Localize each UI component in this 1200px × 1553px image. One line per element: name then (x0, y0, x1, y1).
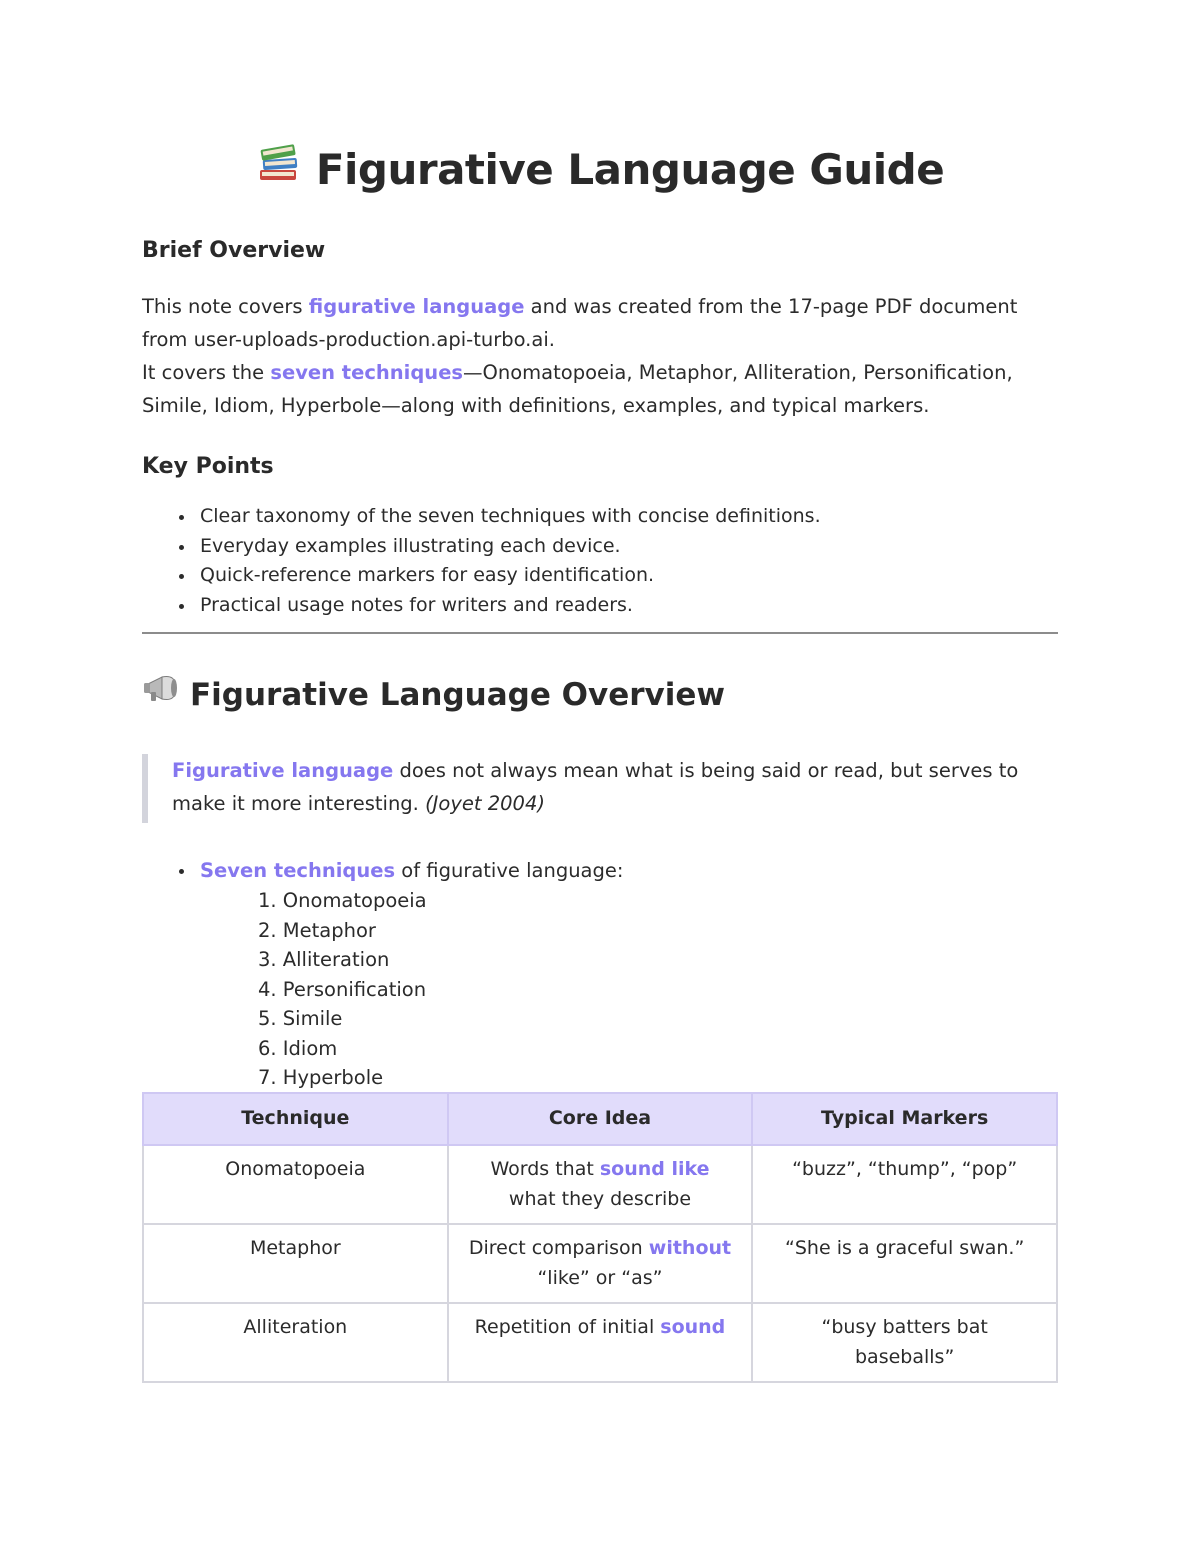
overview-section-heading (142, 670, 725, 723)
bullet-text: of figurative language: (395, 859, 624, 882)
list-item: 1. Onomatopoeia (258, 889, 427, 912)
megaphone-icon (142, 668, 182, 721)
table-row (143, 1224, 1057, 1303)
list-item: 6. Idiom (258, 1036, 338, 1060)
column-header-technique: Technique (143, 1093, 448, 1145)
core-idea-cell (448, 1145, 753, 1224)
cell-text: Repetition of initial (474, 1316, 661, 1338)
core-idea-cell (448, 1303, 753, 1382)
section-divider (142, 632, 1058, 634)
markers-cell: “She is a graceful swan.” (752, 1224, 1057, 1303)
list-item: Quick-reference markers for easy identification. (200, 561, 821, 591)
list-item: 5. Simile (258, 1007, 343, 1030)
overview-section-title: Figurative Language Overview (190, 677, 726, 713)
overview-text: —Onomatopoeia, Metaphor, Alliteration, Personification, Simile, Idiom, Hyperbole—along with definitions, examples, and typical markers. (142, 361, 1013, 417)
highlight-term: Seven techniques (200, 859, 396, 882)
highlight-term: sound (660, 1316, 726, 1338)
techniques-list (258, 886, 427, 1093)
page-title-text: Figurative Language Guide (315, 145, 945, 194)
key-points-list (142, 502, 821, 620)
table-row (143, 1145, 1057, 1224)
brief-overview-heading: Brief Overview (142, 238, 326, 263)
quote-text: does not always mean what is being said or read, but serves to make it more interesting. (172, 759, 1019, 815)
techniques-table (142, 1092, 1058, 1383)
highlight-term: sound like (599, 1158, 710, 1180)
key-points-heading: Key Points (142, 454, 274, 479)
table-header-row (143, 1093, 1057, 1145)
page-title (142, 140, 1058, 204)
list-item: Everyday examples illustrating each device. (200, 532, 821, 562)
overview-paragraph (142, 290, 1058, 422)
highlight-term: seven techniques (270, 361, 464, 384)
list-item: 2. Metaphor (258, 918, 376, 942)
cell-text: Words that (490, 1158, 600, 1180)
overview-text: This note covers (142, 295, 309, 318)
column-header-core-idea: Core Idea (448, 1093, 753, 1145)
technique-cell: Onomatopoeia (143, 1145, 448, 1224)
highlight-term: Figurative language (172, 759, 394, 782)
cell-text: Direct comparison (468, 1237, 649, 1259)
quote-citation: (Joyet 2004) (425, 792, 545, 815)
books-icon (256, 139, 302, 201)
list-item: 7. Hyperbole (258, 1066, 384, 1089)
techniques-bullet (200, 856, 623, 886)
overview-text: and was created from the 17-page PDF document from user-uploads-production.api-turbo.ai. (142, 295, 1018, 351)
column-header-typical-markers: Typical Markers (752, 1093, 1057, 1145)
cell-text: what they describe (508, 1187, 692, 1210)
core-idea-cell (448, 1224, 753, 1303)
list-item: 3. Alliteration (258, 948, 390, 971)
technique-cell: Metaphor (143, 1224, 448, 1303)
markers-cell: “busy batters bat baseballs” (752, 1303, 1057, 1382)
overview-text: It covers the (142, 361, 271, 384)
markers-cell: “buzz”, “thump”, “pop” (752, 1145, 1057, 1224)
highlight-term: figurative language (308, 295, 525, 318)
list-item: Practical usage notes for writers and readers. (200, 591, 821, 621)
technique-cell: Alliteration (143, 1303, 448, 1382)
list-item: Clear taxonomy of the seven techniques with concise definitions. (200, 502, 821, 532)
highlight-term: without (648, 1237, 732, 1259)
cell-text: “like” or “as” (537, 1266, 663, 1289)
definition-blockquote (142, 754, 1042, 823)
table-row (143, 1303, 1057, 1382)
list-item: 4. Personification (258, 977, 427, 1001)
